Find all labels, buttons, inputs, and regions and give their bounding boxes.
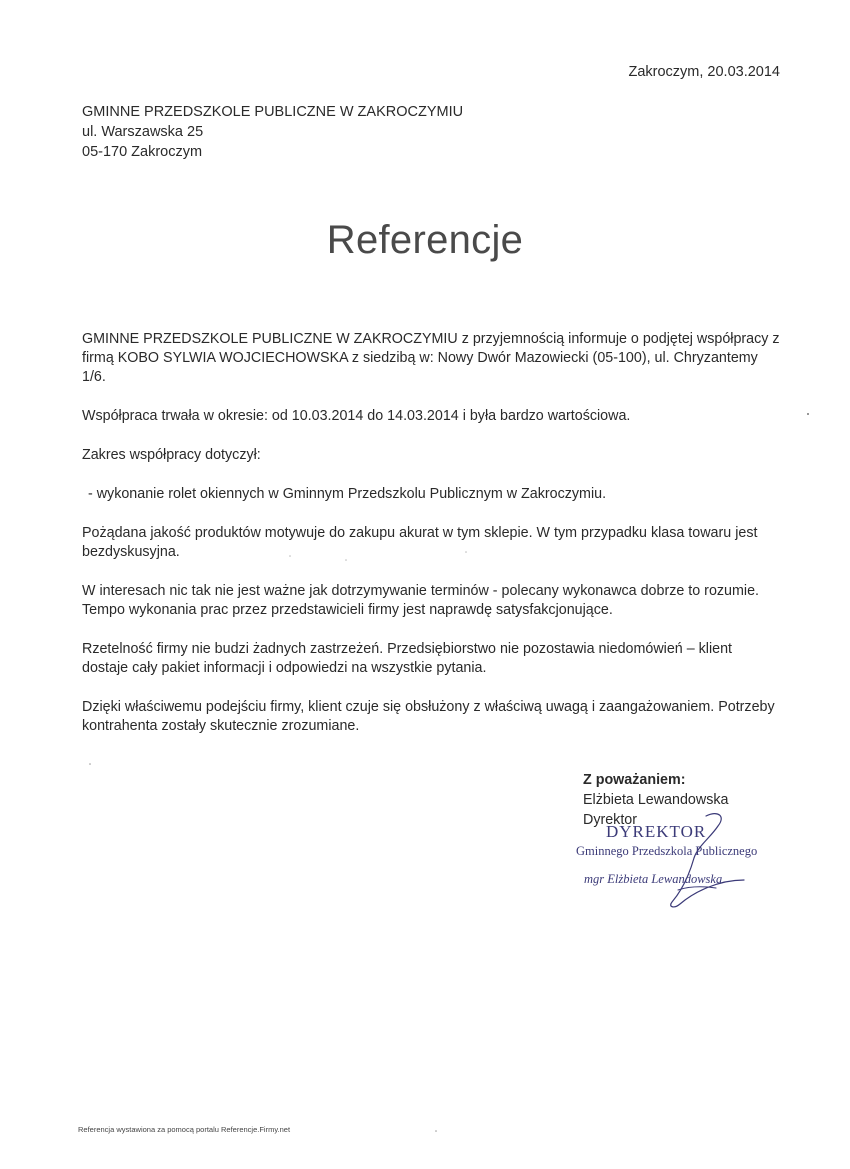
stamp-title: DYREKTOR bbox=[606, 822, 707, 841]
stamp-person: mgr Elżbieta Lewandowska bbox=[584, 872, 723, 886]
signatory-name: Elżbieta Lewandowska bbox=[583, 792, 729, 808]
sender-address bbox=[82, 102, 463, 162]
stamp-institution: Gminnego Przedszkola Publicznego bbox=[576, 844, 758, 858]
sender-name: GMINNE PRZEDSZKOLE PUBLICZNE W ZAKROCZYMIU bbox=[82, 104, 464, 120]
closing-greeting: Z poważaniem: bbox=[583, 772, 686, 788]
sender-street: ul. Warszawska 25 bbox=[82, 124, 204, 140]
paragraph-scope-heading: Zakres współpracy dotyczył: bbox=[82, 447, 261, 463]
paragraph-reliability: Rzetelność firmy nie budzi żadnych zastrzeżeń. Przedsiębiorstwo nie pozostawia niedomówień – klient dostaje cały pakiet informacji i odpowiedzi na wszystkie pytania. bbox=[82, 641, 733, 676]
scope-list-item: - wykonanie rolet okiennych w Gminnym Przedszkolu Publicznym w Zakroczymiu. bbox=[88, 486, 607, 502]
paragraph-deadlines: W interesach nic tak nie jest ważne jak dotrzymywanie terminów - polecany wykonawca dobrze to rozumie. Tempo wykonania prac przez przedstawicieli firmy jest naprawdę satysfakcjonujące. bbox=[82, 583, 760, 618]
letter-body bbox=[82, 330, 782, 756]
signatory-role: Dyrektor bbox=[583, 812, 638, 828]
document-title: Referencje bbox=[326, 218, 524, 262]
paragraph-quality: Pożądana jakość produktów motywuje do zakupu akurat w tym sklepie. W tym przypadku klasa towaru jest bezdyskusyjna. bbox=[82, 525, 758, 560]
paragraph-period: Współpraca trwała w okresie: od 10.03.2014 do 14.03.2014 i była bardzo wartościowa. bbox=[82, 408, 631, 424]
handwritten-signature bbox=[598, 806, 758, 916]
footer-note: Referencja wystawiona za pomocą portalu Referencje.Firmy.net bbox=[78, 1125, 291, 1134]
paragraph-approach: Dzięki właściwemu podejściu firmy, klient czuje się obsłużony z właściwą uwagą i zaangażowaniem. Potrzeby kontrahenta zostały skutecznie zrozumiane. bbox=[82, 699, 775, 734]
paragraph-intro: GMINNE PRZEDSZKOLE PUBLICZNE W ZAKROCZYMIU z przyjemnością informuje o podjętej współpracy z firmą KOBO SYLWIA WOJCIECHOWSKA z siedzibą w: Nowy Dwór Mazowiecki (05-100), ul. Chryzantemy 1/6. bbox=[82, 331, 780, 385]
sender-city: 05-170 Zakroczym bbox=[82, 144, 203, 160]
place-date: Zakroczym, 20.03.2014 bbox=[628, 64, 780, 80]
